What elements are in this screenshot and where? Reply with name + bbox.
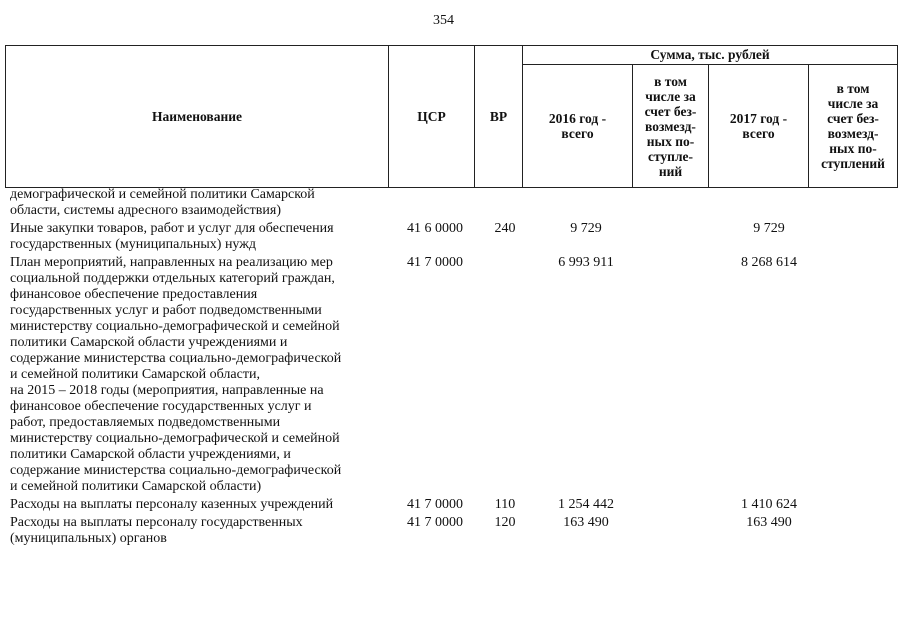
table-row (10, 255, 900, 495)
row-vr (480, 255, 530, 495)
header-2017-free: в том числе за счет без- возмезд- ных по- ступлений (809, 65, 898, 188)
row-name: Расходы на выплаты персоналу казенных учреждений (10, 497, 334, 512)
row-vr: 120 (494, 515, 516, 530)
row-2017-total: 9 729 (753, 221, 785, 236)
row-2017-total: 8 268 614 (741, 255, 797, 270)
table-row (10, 497, 900, 513)
row-2016-total: 6 993 911 (558, 255, 614, 270)
row-vr (480, 187, 530, 219)
row-csr: 41 7 0000 (407, 497, 463, 512)
row-name: Иные закупки товаров, работ и услуг для обеспечения государственных (муниципальных) нужд (10, 221, 334, 252)
row-csr: 41 6 0000 (407, 221, 463, 236)
row-name: демографической и семейной политики Самарской области, системы адресного взаимодействия) (10, 187, 315, 218)
header-2016-free: в том числе за счет без- возмезд- ных по- ступле- ний (633, 65, 709, 188)
row-2016-total: 163 490 (563, 515, 609, 530)
row-name: План мероприятий, направленных на реализацию мер социальной поддержки отдельных категорий граждан, финансовое обеспечение предоставления государственных услуг и работ подведомственными министерству социально-демографической и семейной политики Самарской области учреждениями и содержание министерства социально-демографической и семейной политики Самарской области, на 2015 – 2018 годы (мероприятия, направленные на финансовое обеспечение государственных услуг и работ, предоставляемых подведомственными министерству социально-демографической и семейной политики Самарской области учреждениями, и содержание министерства социально-демографической и семейной политики Самарской области) (10, 255, 342, 494)
row-2017-total: 163 490 (746, 515, 792, 530)
row-2016-total: 1 254 442 (558, 497, 614, 512)
table-body (10, 187, 900, 547)
row-csr (385, 187, 480, 219)
row-2016-total: 9 729 (570, 221, 602, 236)
table-row (10, 515, 900, 547)
header-2017-total: 2017 год - всего (709, 65, 809, 188)
table-row (10, 221, 900, 253)
row-name: Расходы на выплаты персоналу государственных (муниципальных) органов (10, 515, 303, 546)
row-csr: 41 7 0000 (407, 515, 463, 530)
row-2017-total: 1 410 624 (741, 497, 797, 512)
table-row (10, 187, 900, 219)
row-2017-total (717, 187, 821, 219)
row-2016-total (530, 187, 642, 219)
header-name: Наименование (6, 46, 389, 188)
page-number: 354 (433, 13, 454, 28)
header-2016-total: 2016 год - всего (523, 65, 633, 188)
row-csr: 41 7 0000 (407, 255, 463, 270)
header-csr: ЦСР (389, 46, 475, 188)
row-vr: 240 (494, 221, 516, 236)
table-header (5, 45, 898, 188)
header-sum-title: Сумма, тыс. рублей (523, 46, 898, 65)
row-vr: 110 (494, 497, 516, 512)
header-vr: ВР (475, 46, 523, 188)
